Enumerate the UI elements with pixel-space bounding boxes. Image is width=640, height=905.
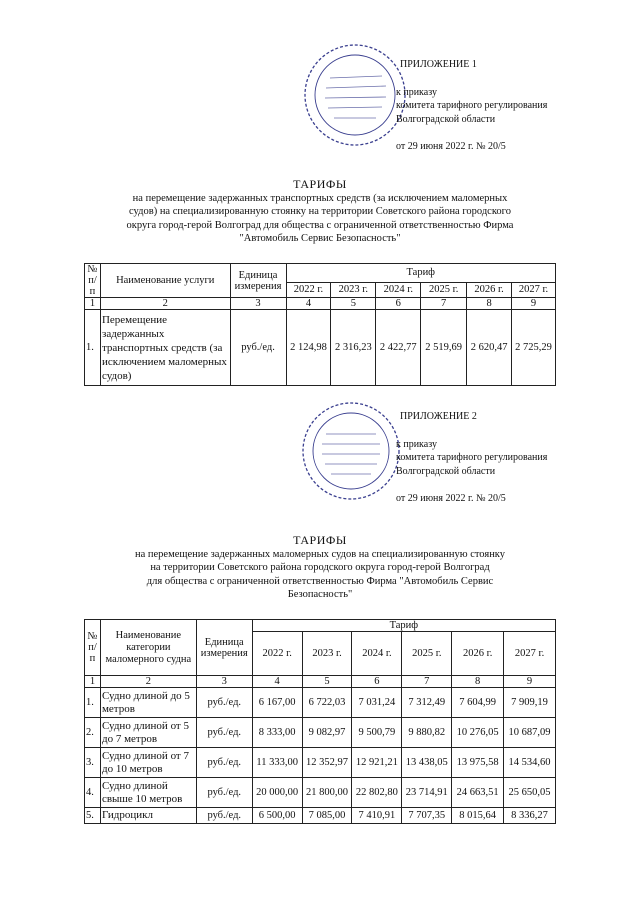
table1-header-unit: Единица измерения — [230, 264, 286, 298]
appendix2-order-line3: Волгоградской области — [396, 465, 496, 477]
table2-row-value: 14 534,60 — [504, 748, 556, 778]
appendix2-date-line: от 29 июня 2022 г. № 20/5 — [396, 493, 506, 504]
table1-col-number: 8 — [467, 298, 512, 310]
table2-row-value: 8 336,27 — [504, 808, 556, 824]
table2-row-no: 5. — [85, 808, 101, 824]
table2-row-value: 9 880,82 — [402, 718, 452, 748]
appendix1-header — [396, 58, 547, 154]
table2-row-value: 22 802,80 — [352, 778, 402, 808]
appendix1-heading: ПРИЛОЖЕНИЕ 1 — [400, 59, 477, 70]
table2-row-value: 9 500,79 — [352, 718, 402, 748]
table2-row-value: 12 352,97 — [302, 748, 352, 778]
table-row — [85, 748, 556, 778]
table2-row-no: 4. — [85, 778, 101, 808]
appendix1-order-line3: Волгоградской области — [396, 113, 496, 125]
tariff-table-1 — [84, 263, 556, 386]
table2-row-value: 7 707,35 — [402, 808, 452, 824]
table2-row-unit: руб./ед. — [196, 688, 252, 718]
table2-row-value: 8 015,64 — [452, 808, 504, 824]
table2-header-category: Наименование категории маломерного судна — [100, 620, 196, 676]
table2-row-value: 25 650,05 — [504, 778, 556, 808]
table2-row-no: 1. — [85, 688, 101, 718]
appendix1-subtitle-line: судов) на специализированную стоянку на территории Советского района городского — [129, 206, 511, 217]
table2-year: 2023 г. — [302, 632, 352, 676]
table1-year: 2023 г. — [331, 282, 376, 297]
table1-row-value: 2 316,23 — [331, 310, 376, 386]
table1-col-number: 5 — [331, 298, 376, 310]
table-row — [85, 778, 556, 808]
table2-row-value: 7 085,00 — [302, 808, 352, 824]
table2-row-value: 7 410,91 — [352, 808, 402, 824]
appendix1-order-line2: комитета тарифного регулирования — [396, 100, 548, 111]
appendix2-order-line1: к приказу — [396, 438, 437, 450]
table1-row-value: 2 124,98 — [286, 310, 331, 386]
table2-row-value: 6 167,00 — [252, 688, 302, 718]
table-row — [85, 688, 556, 718]
table1-header-service: Наименование услуги — [100, 264, 230, 298]
table2-row-value: 10 687,09 — [504, 718, 556, 748]
table2-year: 2024 г. — [352, 632, 402, 676]
table2-row-name: Судно длиной от 5 до 7 метров — [100, 718, 196, 748]
table1-row-name: Перемещение задержанных транспортных средств (за исключением маломерных судов) — [100, 310, 230, 386]
table2-col-number: 3 — [196, 676, 252, 688]
table2-row-value: 9 082,97 — [302, 718, 352, 748]
table1-row-unit: руб./ед. — [230, 310, 286, 386]
table2-header-tariff: Тариф — [252, 620, 555, 632]
table1-year: 2027 г. — [512, 282, 556, 297]
official-stamp-2 — [298, 398, 404, 504]
table-row — [85, 718, 556, 748]
appendix2-heading: ПРИЛОЖЕНИЕ 2 — [400, 411, 477, 422]
table2-row-name: Судно длиной от 7 до 10 метров — [100, 748, 196, 778]
table2-row-value: 11 333,00 — [252, 748, 302, 778]
table2-row-value: 7 604,99 — [452, 688, 504, 718]
appendix2-order-line2: комитета тарифного регулирования — [396, 452, 548, 463]
appendix1-title: ТАРИФЫ — [293, 177, 347, 191]
table2-row-unit: руб./ед. — [196, 808, 252, 824]
table1-col-number: 9 — [512, 298, 556, 310]
appendix1-subtitle-line: на перемещение задержанных транспортных средств (за исключением маломерных — [132, 192, 508, 204]
table2-row-value: 7 312,49 — [402, 688, 452, 718]
table2-row-value: 23 714,91 — [402, 778, 452, 808]
table1-year: 2026 г. — [467, 282, 512, 297]
table2-col-number: 1 — [85, 676, 101, 688]
table2-col-number: 7 — [402, 676, 452, 688]
table2-header-no: № п/п — [85, 620, 101, 676]
table2-col-number: 6 — [352, 676, 402, 688]
table2-header-unit: Единица измерения — [196, 620, 252, 676]
table2-row-value: 12 921,21 — [352, 748, 402, 778]
appendix2-header — [396, 410, 547, 506]
appendix2-title-block — [60, 534, 580, 602]
tariff-table-2 — [84, 619, 556, 824]
table1-col-number: 7 — [421, 298, 467, 310]
table1-col-number: 2 — [100, 298, 230, 310]
table1-year: 2025 г. — [421, 282, 467, 297]
appendix2-title: ТАРИФЫ — [293, 533, 347, 547]
table1-col-number: 6 — [376, 298, 421, 310]
table1-col-number: 1 — [85, 298, 101, 310]
table2-row-name: Судно длиной свыше 10 метров — [100, 778, 196, 808]
table-row — [85, 310, 556, 386]
table2-row-value: 7 909,19 — [504, 688, 556, 718]
table1-col-number: 3 — [230, 298, 286, 310]
table-row — [85, 808, 556, 824]
table2-col-number: 5 — [302, 676, 352, 688]
table2-row-value: 7 031,24 — [352, 688, 402, 718]
table1-row-value: 2 620,47 — [467, 310, 512, 386]
table1-row-value: 2 422,77 — [376, 310, 421, 386]
table2-row-value: 20 000,00 — [252, 778, 302, 808]
table1-year: 2022 г. — [286, 282, 331, 297]
table2-col-number: 4 — [252, 676, 302, 688]
table2-col-number: 9 — [504, 676, 556, 688]
appendix2-subtitle-line: на территории Советского района городского округа город-герой Волгоград — [150, 562, 490, 573]
table2-row-unit: руб./ед. — [196, 778, 252, 808]
appendix2-subtitle-line: Безопасность" — [287, 589, 353, 600]
appendix1-subtitle-line: "Автомобиль Сервис Безопасность" — [239, 233, 401, 244]
table2-year: 2027 г. — [504, 632, 556, 676]
table2-row-value: 6 500,00 — [252, 808, 302, 824]
appendix1-order-line1: к приказу — [396, 86, 437, 98]
table2-row-value: 24 663,51 — [452, 778, 504, 808]
table2-row-name: Судно длиной до 5 метров — [100, 688, 196, 718]
appendix1-subtitle-line: округа город-герой Волгоград для общества с ограниченной ответственностью Фирма — [126, 219, 514, 231]
table2-row-value: 21 800,00 — [302, 778, 352, 808]
table1-col-number: 4 — [286, 298, 331, 310]
table1-row-no: 1. — [85, 310, 101, 386]
appendix2-subtitle-line: на перемещение задержанных маломерных судов на специализированную стоянку — [134, 548, 506, 560]
table1-row-value: 2 725,29 — [512, 310, 556, 386]
appendix1-title-block — [60, 178, 580, 246]
table2-row-value: 8 333,00 — [252, 718, 302, 748]
table2-row-value: 13 438,05 — [402, 748, 452, 778]
table2-year: 2026 г. — [452, 632, 504, 676]
table2-row-value: 6 722,03 — [302, 688, 352, 718]
appendix1-date-line: от 29 июня 2022 г. № 20/5 — [396, 141, 506, 152]
table2-row-no: 3. — [85, 748, 101, 778]
table2-col-number: 8 — [452, 676, 504, 688]
table1-year: 2024 г. — [376, 282, 421, 297]
table2-row-name: Гидроцикл — [100, 808, 196, 824]
table2-row-value: 10 276,05 — [452, 718, 504, 748]
official-stamp-1 — [300, 40, 410, 150]
table2-row-no: 2. — [85, 718, 101, 748]
table2-year: 2022 г. — [252, 632, 302, 676]
table2-row-value: 13 975,58 — [452, 748, 504, 778]
table2-year: 2025 г. — [402, 632, 452, 676]
table1-header-tariff: Тариф — [286, 264, 556, 283]
table1-header-no: № п/п — [85, 264, 101, 298]
table2-col-number: 2 — [100, 676, 196, 688]
table2-row-unit: руб./ед. — [196, 718, 252, 748]
appendix2-subtitle-line: для общества с ограниченной ответственностью Фирма "Автомобиль Сервис — [146, 575, 494, 587]
table1-row-value: 2 519,69 — [421, 310, 467, 386]
table2-row-unit: руб./ед. — [196, 748, 252, 778]
